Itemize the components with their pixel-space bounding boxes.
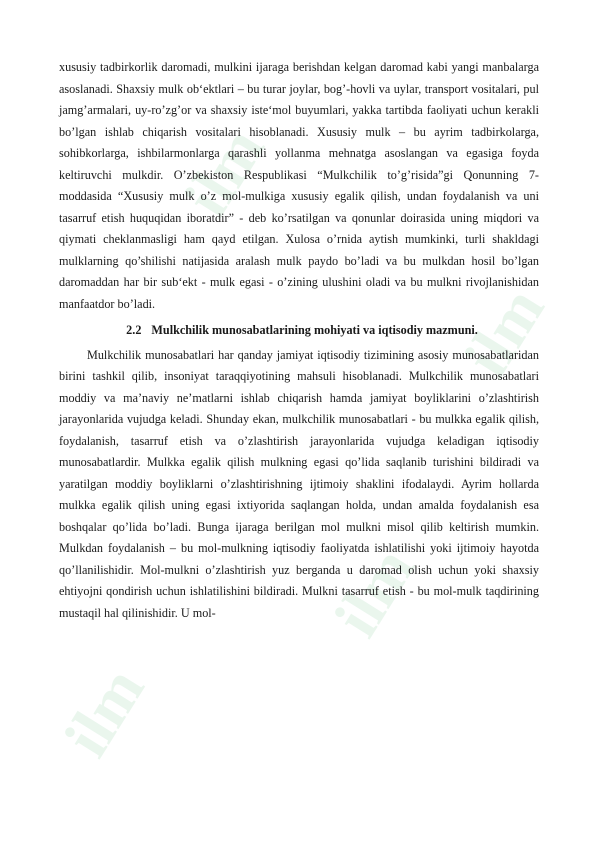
watermark: ilm	[450, 275, 558, 389]
section-title: Mulkchilik munosabatlarining mohiyati va iqtisodiy mazmuni.	[151, 323, 478, 337]
watermark: ilm	[320, 535, 428, 649]
document-body	[59, 57, 539, 624]
paragraph: Mulkchilik munosabatlari har qanday jamiyat iqtisodiy tizimining asosiy munosabatlaridan birini tashkil qilib, insoniyat taraqqiyotining mahsuli hisoblanadi. Mulkchilik munosabatlari moddiy va ma’naviy ne’matlarni ishlab chiqarish hamda jamiyat boyliklarini o’zlashtirish jarayonlarida vujudga keladi. Shunday ekan, mulkchilik munosabatlari - bu mulkka egalik qilish, foydalanish, tasarruf etish va o’zlashtirish jarayonlarida vujudga keladigan iqtisodiy munosabatlardir. Mulkka egalik qilish mulkning egasi qo’lida saqlanib turishini bildiradi va yaratilgan moddiy boyliklarni o’zlashtirishning ijtimoiy shaklini ifodalaydi. Ayrim hollarda mulkka egalik qilish uning egasi ixtiyorida saqlangan holda, undan amalda foydalanish esa boshqalar qo’lida bo’ladi. Bunga ijaraga berilgan mol mulkni misol qilib keltirish mumkin. Mulkdan foydalanish – bu mol-mulkning iqtisodiy faoliyatda ishlatilishi yoki ijtimoiy hayotda qo’llanilishidir. Mol-mulkni o’zlashtirish yuz berganda u daromad olish uchun yoki shaxsiy ehtiyojni qondirish uchun ishlatilishini bildiradi. Mulkni tasarruf etish - bu mol-mulk taqdirining mustaqil hal qilinishidir. U mol-	[59, 347, 539, 620]
paragraph-continuation: xususiy tadbirkorlik daromadi, mulkini ijaraga berishdan kelgan daromad kabi yangi manbalarga asoslanadi. Shaxsiy mulk ob‘ektlari – bu turar joylar, bog’-hovli va uylar, transport vositalari, pul jamg’armalari, uy-ro’zg’or va shaxsiy iste‘mol buyumlari, yakka tartibda faoliyati uchun kerakli bo’lgan ishlab chiqarish vositalari hisoblanadi. Xususiy mulk – bu ayrim tadbirkolarga, sohibkorlarga, ishbilarmonlarga qarashli yollanma mehnatga asoslangan va egasiga foyda keltiruvchi mulkdir. O’zbekiston Respublikasi “Mulkchilik to’g’risida”gi Qonunning 7-moddasida “Xususiy mulk o’z mol-mulkiga xususiy egalik qilish, undan foydalanish va uni tasarruf etish huquqidan iboratdir” - deb ko’rsatilgan va qonunlar doirasida uning miqdori va qiymati cheklanmasligi ham qayd etilgan. Xulosa o’rnida aytish mumkinki, turli shakldagi mulklarning qo’shilishi natijasida aralash mulk paydo bo’ladi va bu mulkdan hosil bo’lgan daromaddan har bir sub‘ekt - mulk egasi - o’zining ulushini oladi va bu mulkni rivojlanishidan manfaatdor bo’ladi.	[59, 60, 539, 311]
watermark: ilm	[50, 655, 158, 769]
watermark: ilm	[170, 115, 278, 229]
section-heading	[59, 320, 539, 342]
section-number: 2.2	[126, 323, 142, 337]
